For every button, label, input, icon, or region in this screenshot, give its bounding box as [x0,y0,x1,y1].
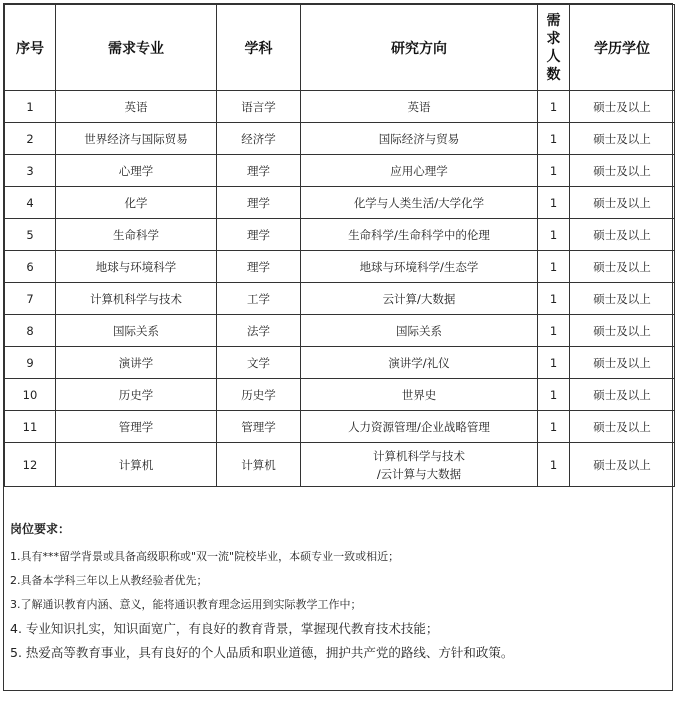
cell-no: 7 [5,283,56,315]
header-count-char: 人 [546,48,561,65]
table-header-row [5,5,675,91]
cell-direction: 地球与环境科学/生态学 [301,251,538,283]
cell-discipline: 管理学 [217,411,301,443]
cell-count: 1 [538,443,570,487]
cell-no: 11 [5,411,56,443]
cell-count: 1 [538,219,570,251]
requirement-item: 3.了解通识教育内涵、意义，能将通识教育理念运用到实际教学工作中； [10,598,362,611]
cell-discipline: 计算机 [217,443,301,487]
header-major: 需求专业 [56,5,217,91]
cell-discipline: 法学 [217,315,301,347]
cell-degree: 硕士及以上 [570,123,675,155]
cell-direction: 人力资源管理/企业战略管理 [301,411,538,443]
cell-direction: 国际经济与贸易 [301,123,538,155]
cell-count: 1 [538,91,570,123]
cell-discipline: 文学 [217,347,301,379]
table-row [5,443,675,487]
cell-degree: 硕士及以上 [570,315,675,347]
header-count-char: 数 [546,66,561,83]
cell-major: 化学 [56,187,217,219]
cell-count: 1 [538,155,570,187]
header-count-char: 需 [546,12,561,29]
requirement-item: 4. 专业知识扎实，知识面宽广，有良好的教育背景，掌握现代教育技术技能； [10,621,439,636]
table-body [5,91,675,487]
cell-no: 2 [5,123,56,155]
cell-degree: 硕士及以上 [570,155,675,187]
header-count [538,5,570,91]
cell-direction: 国际关系 [301,315,538,347]
cell-count: 1 [538,379,570,411]
cell-major: 地球与环境科学 [56,251,217,283]
cell-direction: 演讲学/礼仪 [301,347,538,379]
table-row [5,411,675,443]
table-row [5,187,675,219]
cell-discipline: 理学 [217,251,301,283]
cell-direction: 应用心理学 [301,155,538,187]
cell-no: 3 [5,155,56,187]
table-row [5,251,675,283]
cell-no: 5 [5,219,56,251]
table-row [5,155,675,187]
direction-line: 计算机科学与技术 [373,448,465,463]
cell-degree: 硕士及以上 [570,91,675,123]
cell-degree: 硕士及以上 [570,219,675,251]
cell-major: 演讲学 [56,347,217,379]
cell-discipline: 工学 [217,283,301,315]
table-row [5,91,675,123]
cell-count: 1 [538,411,570,443]
requirement-item: 2.具备本学科三年以上从教经验者优先； [10,574,208,587]
cell-no: 8 [5,315,56,347]
cell-major: 英语 [56,91,217,123]
cell-no: 9 [5,347,56,379]
cell-major: 计算机科学与技术 [56,283,217,315]
cell-count: 1 [538,187,570,219]
requirements-section [10,520,670,665]
cell-no: 12 [5,443,56,487]
header-count-char: 求 [546,30,561,47]
requirement-item: 1.具有***留学背景或具备高级职称或"双一流"院校毕业，本硕专业一致或相近； [10,550,400,563]
cell-degree: 硕士及以上 [570,347,675,379]
cell-discipline: 历史学 [217,379,301,411]
table-row [5,347,675,379]
header-direction: 研究方向 [301,5,538,91]
cell-discipline: 经济学 [217,123,301,155]
table-row [5,123,675,155]
cell-major: 生命科学 [56,219,217,251]
header-discipline: 学科 [217,5,301,91]
cell-count: 1 [538,283,570,315]
cell-count: 1 [538,251,570,283]
cell-count: 1 [538,347,570,379]
cell-no: 4 [5,187,56,219]
table-row [5,219,675,251]
requirement-item: 5. 热爱高等教育事业，具有良好的个人品质和职业道德，拥护共产党的路线、方针和政策。 [10,645,514,660]
cell-no: 1 [5,91,56,123]
direction-line: /云计算与大数据 [376,466,462,481]
cell-discipline: 理学 [217,219,301,251]
document-frame [3,3,673,691]
cell-discipline: 语言学 [217,91,301,123]
header-degree: 学历学位 [570,5,675,91]
cell-major: 心理学 [56,155,217,187]
cell-direction: 世界史 [301,379,538,411]
cell-no: 10 [5,379,56,411]
cell-degree: 硕士及以上 [570,187,675,219]
cell-major: 计算机 [56,443,217,487]
cell-direction: 英语 [301,91,538,123]
cell-direction [301,443,538,487]
table-row [5,283,675,315]
cell-direction: 云计算/大数据 [301,283,538,315]
table-row [5,379,675,411]
cell-count: 1 [538,123,570,155]
cell-degree: 硕士及以上 [570,411,675,443]
cell-major: 世界经济与国际贸易 [56,123,217,155]
cell-discipline: 理学 [217,155,301,187]
recruitment-table [4,4,675,487]
cell-degree: 硕士及以上 [570,379,675,411]
cell-major: 管理学 [56,411,217,443]
cell-degree: 硕士及以上 [570,251,675,283]
cell-major: 国际关系 [56,315,217,347]
header-no: 序号 [5,5,56,91]
cell-count: 1 [538,315,570,347]
cell-direction: 生命科学/生命科学中的伦理 [301,219,538,251]
cell-no: 6 [5,251,56,283]
cell-major: 历史学 [56,379,217,411]
table-row [5,315,675,347]
cell-direction: 化学与人类生活/大学化学 [301,187,538,219]
requirements-title: 岗位要求： [10,522,71,536]
cell-degree: 硕士及以上 [570,283,675,315]
cell-discipline: 理学 [217,187,301,219]
cell-degree: 硕士及以上 [570,443,675,487]
